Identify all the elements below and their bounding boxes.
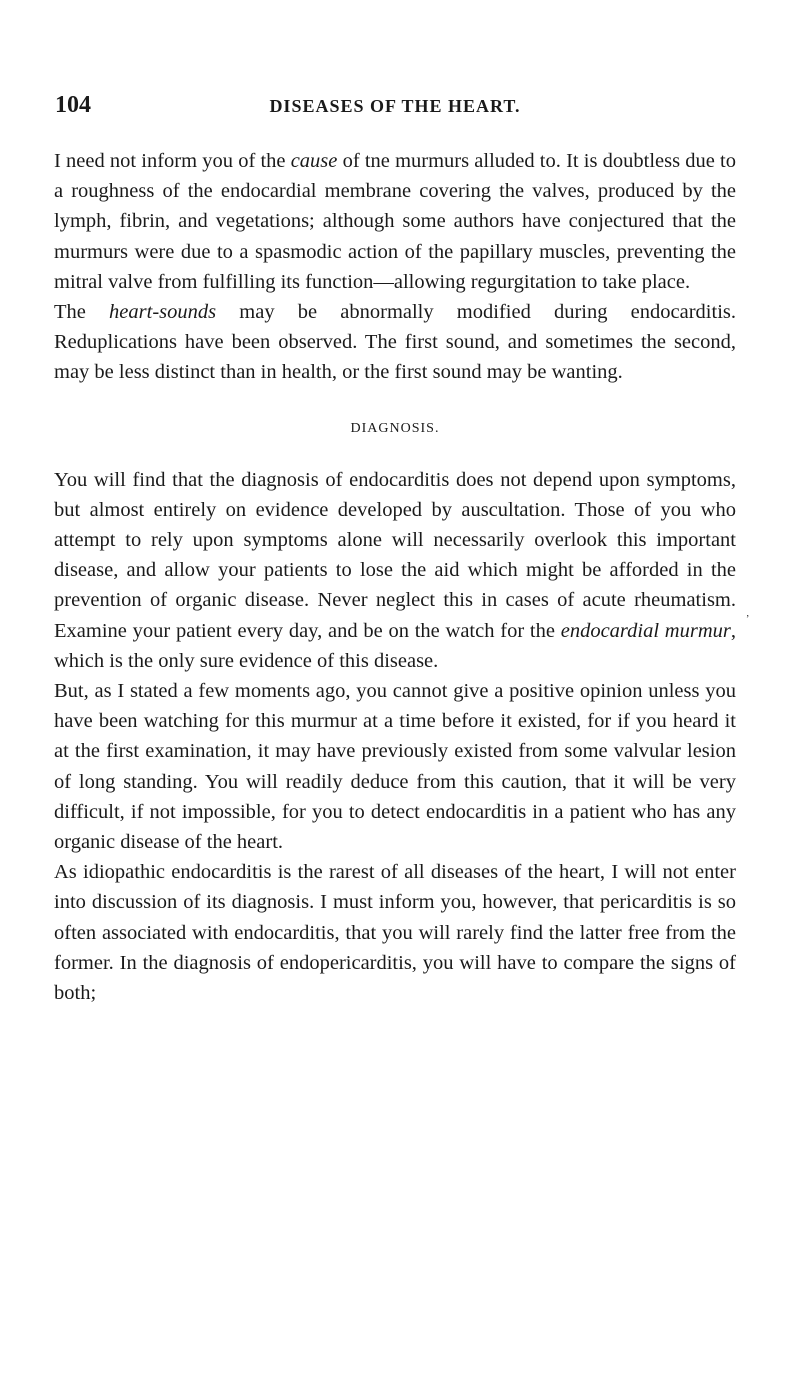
page-number: 104: [55, 92, 91, 118]
emphasis-heart-sounds: heart-sounds: [109, 301, 217, 324]
section-heading-diagnosis: DIAGNOSIS.: [350, 420, 440, 436]
paragraph-text: You will find that the diagnosis of endocarditis does not depend upon symptoms, but almost entirely on evidence developed by auscultation. Those of you who attempt to rely upon symptoms alone will necessarily overlook this important disease, and allow your patients to lose the aid which might be afforded in the prevention of organic disease. Never neglect this in cases of acute rheumatism. Examine your patient every day, and be on the watch for the: [54, 468, 736, 642]
running-head: DISEASES OF THE HEART.: [269, 96, 521, 116]
paragraph-text: The: [54, 301, 110, 324]
body-text: [54, 146, 736, 1008]
paragraph-diagnosis: [54, 465, 736, 676]
paragraph-text: of tne murmurs alluded to. It is doubtless due to a roughness of the endocardial membrane covering the valves, produced by the lymph, fibrin, and vegetations; although some authors have conjectured that the murmurs were due to a spasmodic action of the papillary muscles, preventing the mitral valve from fulfilling its function—allowing regurgitation to take place.: [54, 150, 736, 293]
page-header: [55, 92, 735, 122]
paragraph-cause-of-murmurs: [54, 146, 736, 297]
margin-mark: ‚: [746, 608, 750, 619]
emphasis-cause: cause: [290, 150, 338, 172]
paragraph-text: I need not inform you of the: [54, 150, 291, 172]
paragraph-positive-opinion: But, as I stated a few moments ago, you cannot give a positive opinion unless you have been watching for this murmur at a time before it existed, for if you heard it at the first examination, it may have previously existed from some valvular lesion of long standing. You will readily deduce from this caution, that it will be very difficult, if not impossible, for you to detect endocarditis in a patient who has any organic disease of the heart.: [54, 680, 736, 854]
paragraph-heart-sounds: [54, 297, 736, 388]
emphasis-endocardial-murmur: endocardial murmur: [560, 619, 731, 642]
paragraph-text: may be abnormally modified during endocarditis. Reduplications have been observed. The first sound, and sometimes the second, may be less distinct than in health, or the first sound may be wanting.: [54, 301, 736, 384]
paragraph-text: , which is the only sure evidence of this disease.: [54, 619, 736, 672]
paragraph-idiopathic-endocarditis: As idiopathic endocarditis is the rarest of all diseases of the heart, I will not enter into discussion of its diagnosis. I must inform you, however, that pericarditis is so often associated with endocarditis, that you will rarely find the latter free from the former. In the diagnosis of endopericarditis, you will have to compare the signs of both;: [54, 861, 736, 1005]
